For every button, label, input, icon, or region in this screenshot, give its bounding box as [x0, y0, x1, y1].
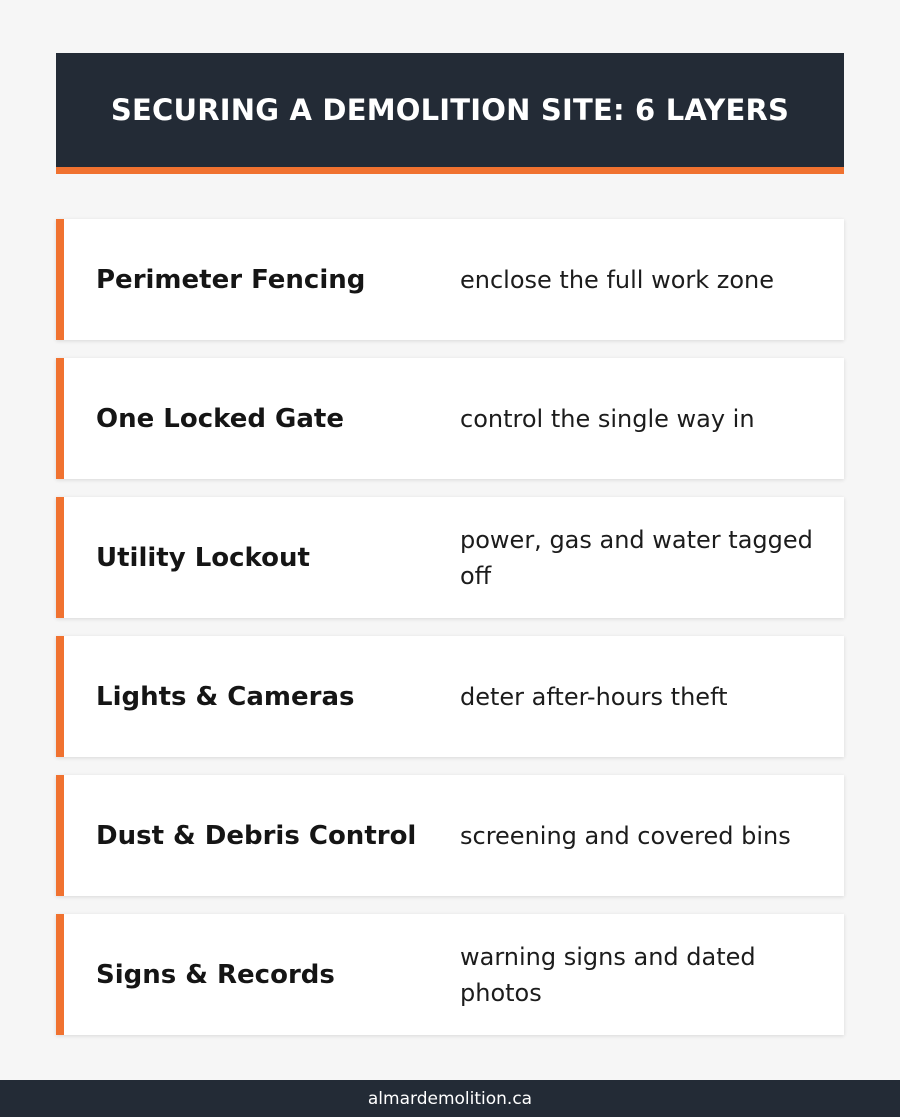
layer-row — [56, 775, 844, 896]
layer-title: Perimeter Fencing — [96, 264, 366, 295]
title-banner — [56, 53, 844, 174]
layer-title: Signs & Records — [96, 959, 335, 990]
footer-bar — [0, 1080, 900, 1117]
layer-title: Dust & Debris Control — [96, 820, 417, 851]
page-title: SECURING A DEMOLITION SITE: 6 LAYERS — [110, 93, 790, 127]
layer-row — [56, 358, 844, 479]
layer-list — [56, 219, 844, 1053]
layer-row — [56, 914, 844, 1035]
footer-website: almardemolition.ca — [367, 1088, 533, 1109]
layer-description: power, gas and water tagged off — [460, 525, 813, 590]
layer-title: One Locked Gate — [96, 403, 344, 434]
layer-description: screening and covered bins — [460, 821, 791, 850]
layer-description: enclose the full work zone — [460, 265, 775, 294]
layer-title: Lights & Cameras — [96, 681, 355, 712]
layer-description: control the single way in — [460, 404, 755, 433]
layer-row — [56, 219, 844, 340]
layer-title: Utility Lockout — [96, 542, 310, 573]
layer-row — [56, 636, 844, 757]
layer-description: deter after-hours theft — [460, 682, 728, 711]
layer-row — [56, 497, 844, 618]
layer-description: warning signs and dated photos — [460, 942, 756, 1007]
